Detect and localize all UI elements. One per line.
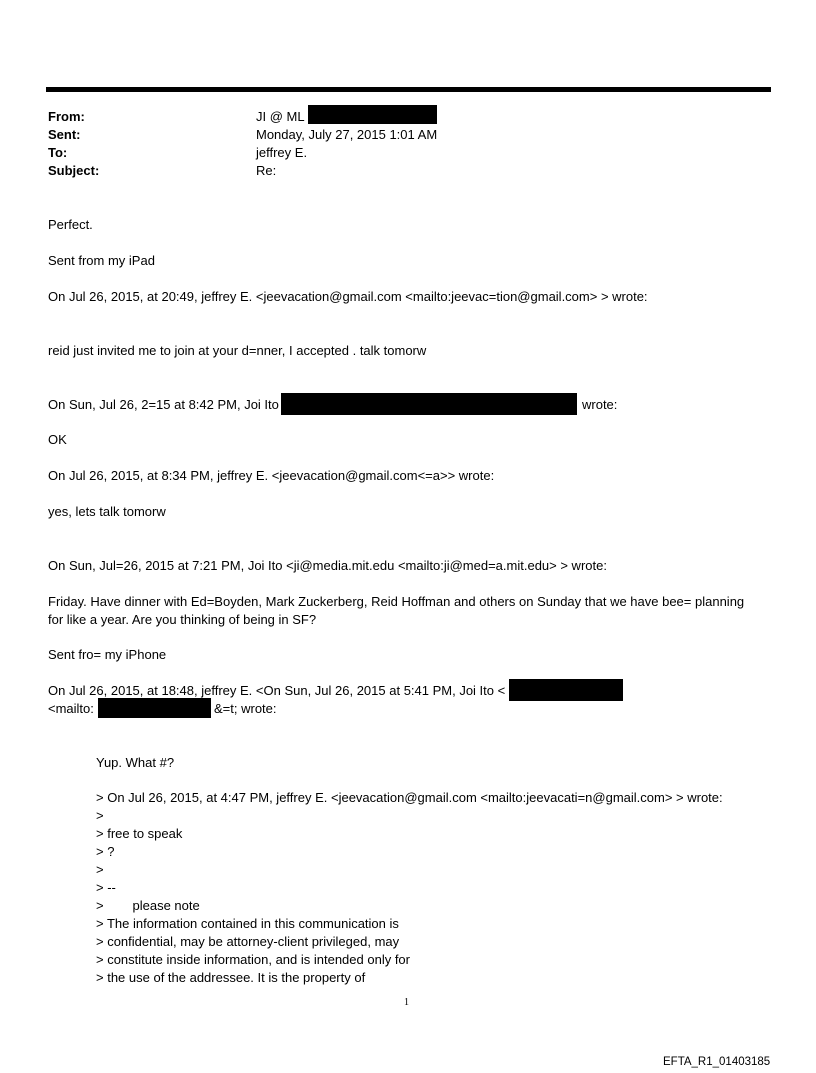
body-line: yes, lets talk tomorw <box>48 504 166 519</box>
body-line: wrote: <box>582 397 618 412</box>
body-line: On Sun, Jul 26, 2=15 at 8:42 PM, Joi Ito <box>48 397 279 412</box>
redaction-box <box>509 679 623 701</box>
quoted-line: > The information contained in this communication is <box>96 916 399 931</box>
header-rule <box>46 87 771 92</box>
sent-value: Monday, July 27, 2015 1:01 AM <box>256 127 438 142</box>
sent-label: Sent: <box>48 127 81 142</box>
quoted-line: > <box>96 808 104 823</box>
quoted-line: > -- <box>96 880 116 895</box>
quoted-line: > On Jul 26, 2015, at 4:47 PM, jeffrey E. <jeevacation@gmail.com <mailto:jeevacati=n@gmail.com> > wrote: <box>96 790 723 805</box>
redaction-box <box>308 105 437 124</box>
body-line: On Jul 26, 2015, at 20:49, jeffrey E. <jeevacation@gmail.com <mailto:jeevac=tion@gmail.com> > wrote: <box>48 289 648 304</box>
body-line: On Sun, Jul=26, 2015 at 7:21 PM, Joi Ito <ji@media.mit.edu <mailto:ji@med=a.mit.edu> > wrote: <box>48 558 607 573</box>
body-line: &=t; wrote: <box>214 701 277 716</box>
document-id: EFTA_R1_01403185 <box>663 1056 771 1068</box>
page-number: 1 <box>404 997 409 1008</box>
body-line: OK <box>48 432 67 447</box>
body-line: On Jul 26, 2015, at 18:48, jeffrey E. <On Sun, Jul 26, 2015 at 5:41 PM, Joi Ito < <box>48 683 506 698</box>
body-line: On Jul 26, 2015, at 8:34 PM, jeffrey E. <jeevacation@gmail.com<=a>> wrote: <box>48 468 495 483</box>
quoted-line: > the use of the addressee. It is the property of <box>96 970 366 985</box>
to-label: To: <box>48 145 68 160</box>
quoted-line: > constitute inside information, and is intended only for <box>96 952 410 967</box>
redaction-box <box>281 393 577 415</box>
body-line: Sent fro= my iPhone <box>48 647 167 662</box>
quoted-line: > please note <box>96 898 200 913</box>
body-line: Perfect. <box>48 217 93 232</box>
quoted-line: > ? <box>96 844 115 859</box>
body-line: Friday. Have dinner with Ed=Boyden, Mark Zuckerberg, Reid Hoffman and others on Sunday that we have bee= planning <box>48 594 745 609</box>
body-line: for like a year. Are you thinking of being in SF? <box>48 612 317 627</box>
quoted-line: > confidential, may be attorney-client privileged, may <box>96 934 400 949</box>
from-value: JI @ ML <box>256 109 305 124</box>
from-label: From: <box>48 109 85 124</box>
redaction-box <box>98 698 211 718</box>
quoted-line: > free to speak <box>96 826 183 841</box>
quoted-line: > <box>96 862 104 877</box>
body-line: <mailto: <box>48 701 94 716</box>
subject-value: Re: <box>256 163 277 178</box>
body-line: reid just invited me to join at your d=nner, I accepted . talk tomorw <box>48 343 427 358</box>
quoted-line: Yup. What #? <box>96 755 175 770</box>
body-line: Sent from my iPad <box>48 253 155 268</box>
to-value: jeffrey E. <box>256 145 308 160</box>
subject-label: Subject: <box>48 163 100 178</box>
